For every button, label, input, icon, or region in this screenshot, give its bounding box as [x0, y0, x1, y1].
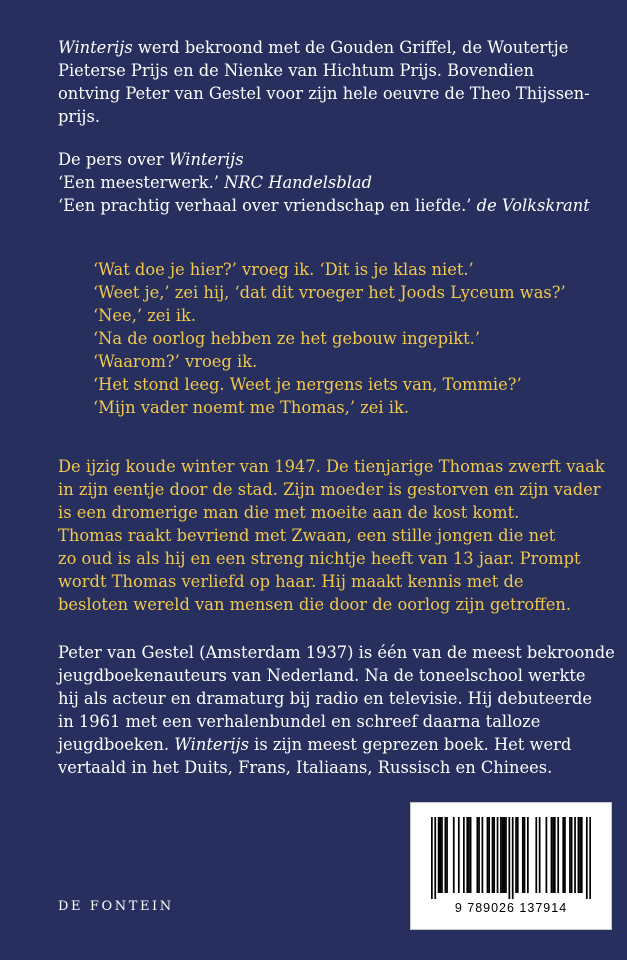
dialogue-excerpt: [93, 258, 566, 419]
barcode-bar: [446, 817, 448, 893]
text-run: ‘Nee,’ zei ik.: [93, 306, 197, 325]
barcode-bar: [552, 817, 554, 893]
barcode-bar: [569, 817, 571, 893]
barcode-bar: [586, 817, 588, 899]
barcode-bar: [515, 817, 517, 893]
barcode-bar: [512, 817, 514, 899]
text-run: besloten wereld van mensen die door de oorlog zijn getroffen.: [58, 595, 572, 614]
text-run: prijs.: [58, 107, 100, 126]
summary-line: [58, 524, 603, 547]
barcode-bar: [546, 817, 548, 893]
barcode-bar: [441, 817, 443, 893]
barcode-bar: [453, 817, 455, 893]
barcode-bar: [524, 817, 526, 893]
text-run: hij als acteur en dramaturg bij radio en televisie. Hij debuteerde: [58, 689, 593, 708]
text-run: is zijn meest geprezen boek. Het werd: [248, 735, 572, 754]
barcode-bar: [571, 817, 573, 893]
italic-text: NRC Handelsblad: [224, 173, 373, 192]
barcode-bar: [482, 817, 484, 893]
barcode-bar: [579, 817, 581, 893]
barcode-bar: [554, 817, 556, 893]
barcode-bar: [574, 817, 576, 893]
barcode-bar: [522, 817, 524, 893]
text-run: ‘Weet je,’ zei hij, ‘dat dit vroeger het Joods Lyceum was?’: [93, 283, 566, 302]
intro-line: [58, 59, 603, 82]
summary-line: [58, 478, 603, 501]
text-run: Thomas raakt bevriend met Zwaan, een stille jongen die net: [58, 526, 556, 545]
press-quote: [58, 171, 603, 194]
dialogue-line: [93, 373, 566, 396]
dialogue-line: [93, 350, 566, 373]
barcode-bar: [487, 817, 489, 893]
dialogue-line: [93, 281, 566, 304]
barcode-bar: [444, 817, 446, 893]
text-run: werd bekroond met de Gouden Griffel, de Woutertje: [132, 38, 569, 57]
intro-line: [58, 105, 603, 128]
barcode-bar: [478, 817, 480, 893]
barcode-bar: [562, 817, 564, 893]
intro-line: [58, 36, 603, 59]
barcode-bar: [578, 817, 580, 893]
barcode-bar: [517, 817, 519, 893]
dialogue-line: [93, 327, 566, 350]
text-run: is een dromerige man die met moeite aan de kost komt.: [58, 503, 520, 522]
summary-paragraph: [58, 455, 603, 616]
barcode-bar: [492, 817, 494, 893]
summary-line: [58, 570, 603, 593]
press-quote: [58, 194, 603, 217]
publisher-name: DE FONTEIN: [58, 899, 174, 914]
intro-line: [58, 82, 603, 105]
summary-line: [58, 501, 603, 524]
text-run: in zijn eentje door de stad. Zijn moeder is gestorven en zijn vader: [58, 480, 601, 499]
barcode-bar: [458, 817, 460, 893]
barcode-bar: [500, 817, 502, 893]
barcode-bar: [468, 817, 470, 893]
press-quotes: [58, 148, 603, 217]
dialogue-line: [93, 396, 566, 419]
text-run: ontving Peter van Gestel voor zijn hele oeuvre de Theo Thijssen-: [58, 84, 590, 103]
barcode-bar: [581, 817, 583, 893]
barcode-bar: [476, 817, 478, 893]
barcode-bar: [439, 817, 441, 893]
bio-line: [58, 687, 603, 710]
barcode-bar: [508, 817, 510, 899]
text-run: ‘Wat doe je hier?’ vroeg ik. ‘Dit is je klas niet.’: [93, 260, 474, 279]
barcode-bar: [438, 817, 440, 893]
author-bio: [58, 641, 615, 779]
press-heading: [58, 148, 603, 171]
barcode-bar: [470, 817, 472, 893]
text-run: ‘Waarom?’ vroeg ik.: [93, 352, 258, 371]
text-run: jeugdboeken.: [58, 735, 175, 754]
text-run: jeugdboekenauteurs van Nederland. Na de toneelschool werkte: [58, 666, 586, 685]
barcode-bars: [431, 817, 591, 899]
bio-line: [58, 733, 603, 756]
text-run: vertaald in het Duits, Frans, Italiaans, Russisch en Chinees.: [58, 758, 553, 777]
barcode-bar: [505, 817, 507, 893]
barcode-bar: [551, 817, 553, 893]
text-run: zo oud is als hij en een streng nichtje heeft van 13 jaar. Prompt: [58, 549, 581, 568]
bio-line: [58, 756, 603, 779]
text-run: wordt Thomas verliefd op haar. Hij maakt kennis met de: [58, 572, 524, 591]
bio-line: [58, 641, 615, 664]
barcode-bar: [493, 817, 495, 893]
isbn-barcode: [410, 802, 612, 930]
text-run: ‘Mijn vader noemt me Thomas,’ zei ik.: [93, 398, 410, 417]
italic-text: Winterijs: [168, 150, 244, 169]
text-run: in 1961 met een verhalenbundel en schreef daarna talloze: [58, 712, 541, 731]
text-run: ‘Het stond leeg. Weet je nergens iets van, Tommie?’: [93, 375, 522, 394]
isbn-number: 9 789026 137914: [454, 901, 568, 915]
text-run: Pieterse Prijs en de Nienke van Hichtum Prijs. Bovendien: [58, 61, 534, 80]
barcode-bar: [589, 817, 591, 899]
text-run: De pers over: [58, 150, 169, 169]
bio-line: [58, 710, 603, 733]
dialogue-line: [93, 304, 566, 327]
bio-line: [58, 664, 603, 687]
text-run: De ijzig koude winter van 1947. De tienjarige Thomas zwerft vaak: [58, 457, 605, 476]
text-run: ‘Een prachtig verhaal over vriendschap en liefde.’: [58, 196, 477, 215]
barcode-bar: [535, 817, 537, 893]
summary-line: [58, 593, 603, 616]
barcode-bar: [564, 817, 566, 893]
summary-line: [58, 455, 603, 478]
italic-text: Winterijs: [174, 735, 249, 754]
barcode-bar: [539, 817, 541, 893]
italic-text: de Volkskrant: [476, 196, 590, 215]
barcode-bar: [463, 817, 465, 893]
barcode-bar: [527, 817, 529, 893]
summary-line: [58, 547, 603, 570]
barcode-bar: [466, 817, 468, 893]
barcode-bar: [434, 817, 436, 899]
barcode-bar: [497, 817, 499, 893]
barcode-bar: [431, 817, 433, 899]
text-run: ‘Na de oorlog hebben ze het gebouw ingepikt.’: [93, 329, 481, 348]
text-run: Peter van Gestel (Amsterdam 1937) is één van de meest bekroonde: [58, 643, 615, 662]
barcode-bar: [488, 817, 490, 893]
barcode-bar: [502, 817, 504, 893]
italic-text: Winterijs: [58, 38, 133, 57]
intro-paragraph: [58, 36, 603, 128]
text-run: ‘Een meesterwerk.’: [58, 173, 225, 192]
dialogue-line: [93, 258, 566, 281]
barcode-bar: [557, 817, 559, 893]
barcode-bar: [503, 817, 505, 893]
